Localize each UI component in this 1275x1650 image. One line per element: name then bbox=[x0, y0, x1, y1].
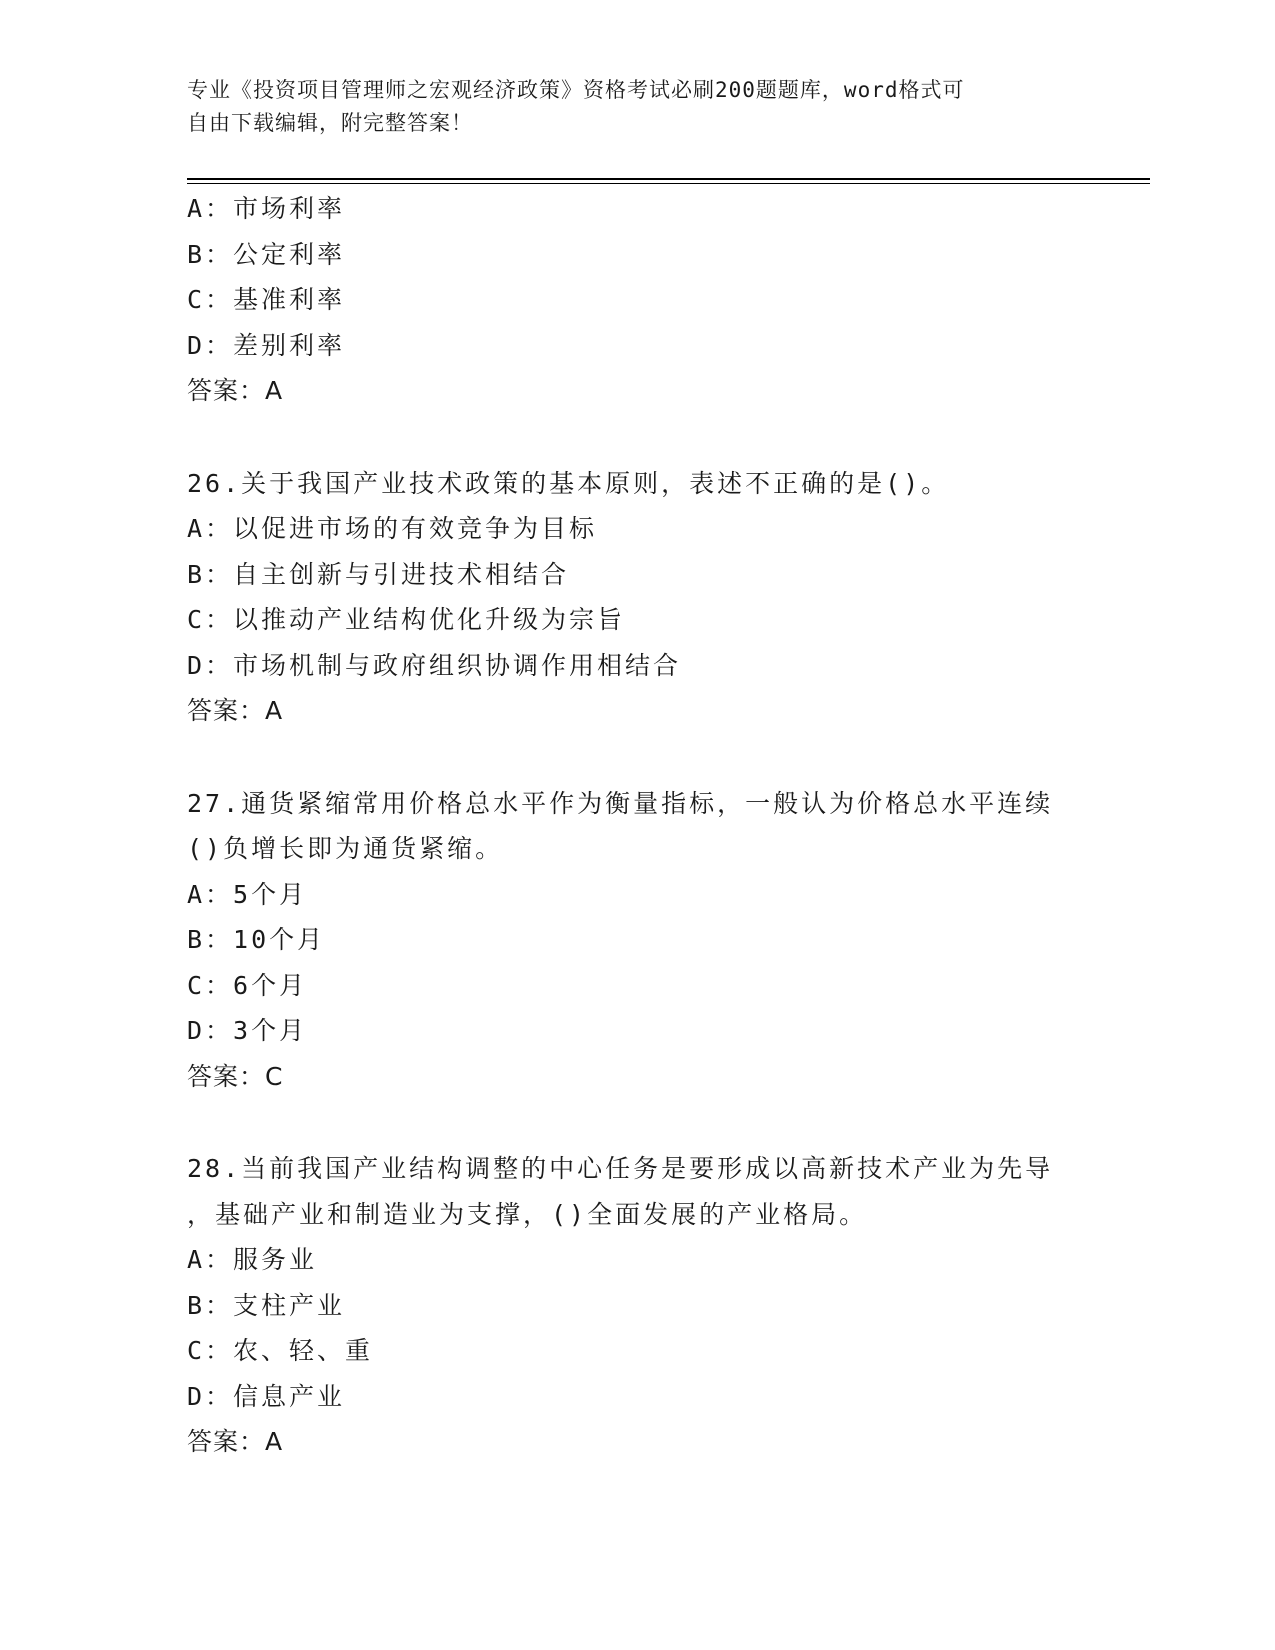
option-b: B：支柱产业 bbox=[187, 1290, 346, 1320]
question-spacer bbox=[187, 1099, 1087, 1146]
option-d: D：信息产业 bbox=[187, 1381, 346, 1411]
question-stem-line-2: ()负增长即为通货紧缩。 bbox=[187, 834, 504, 863]
option-a: A：市场利率 bbox=[187, 194, 346, 223]
header-title-line-2: 自由下载编辑，附完整答案！ bbox=[187, 111, 473, 135]
document-header bbox=[187, 74, 1067, 140]
answer-line: 答案：A bbox=[187, 696, 284, 725]
header-title-line-1: 专业《投资项目管理师之宏观经济政策》资格考试必刷200题题库，word格式可 bbox=[187, 78, 965, 102]
option-c: C：以推动产业结构优化升级为宗旨 bbox=[187, 605, 626, 634]
option-c: C：农、轻、重 bbox=[187, 1336, 374, 1365]
option-d: D：市场机制与政府组织协调作用相结合 bbox=[187, 650, 682, 680]
option-b: B：10个月 bbox=[187, 925, 326, 954]
option-b: B：公定利率 bbox=[187, 239, 346, 269]
question-list bbox=[187, 186, 1087, 1465]
question-stem: 26.关于我国产业技术政策的基本原则，表述不正确的是()。 bbox=[187, 468, 950, 498]
option-d: D：3个月 bbox=[187, 1016, 308, 1045]
option-a: A：5个月 bbox=[187, 879, 308, 909]
option-a: A：服务业 bbox=[187, 1245, 318, 1274]
question-25 bbox=[187, 186, 1087, 414]
answer-line: 答案：A bbox=[187, 376, 284, 405]
question-26 bbox=[187, 461, 1087, 734]
option-c: C：6个月 bbox=[187, 970, 308, 1000]
header-divider-thick bbox=[187, 178, 1150, 180]
option-d: D：差别利率 bbox=[187, 330, 346, 360]
option-b: B：自主创新与引进技术相结合 bbox=[187, 559, 570, 589]
question-stem-line-1: 27.通货紧缩常用价格总水平作为衡量指标，一般认为价格总水平连续 bbox=[187, 788, 1054, 818]
question-spacer bbox=[187, 414, 1087, 461]
question-stem-line-2: ，基础产业和制造业为支撑，()全面发展的产业格局。 bbox=[187, 1199, 868, 1229]
option-c: C：基准利率 bbox=[187, 285, 346, 314]
question-stem-line-1: 28.当前我国产业结构调整的中心任务是要形成以高新技术产业为先导 bbox=[187, 1154, 1054, 1183]
answer-line: 答案：C bbox=[187, 1061, 284, 1091]
answer-line: 答案：A bbox=[187, 1427, 284, 1456]
header-divider-thin bbox=[187, 183, 1150, 184]
question-28 bbox=[187, 1146, 1087, 1465]
question-spacer bbox=[187, 734, 1087, 781]
question-27 bbox=[187, 781, 1087, 1100]
option-a: A：以促进市场的有效竞争为目标 bbox=[187, 514, 598, 543]
